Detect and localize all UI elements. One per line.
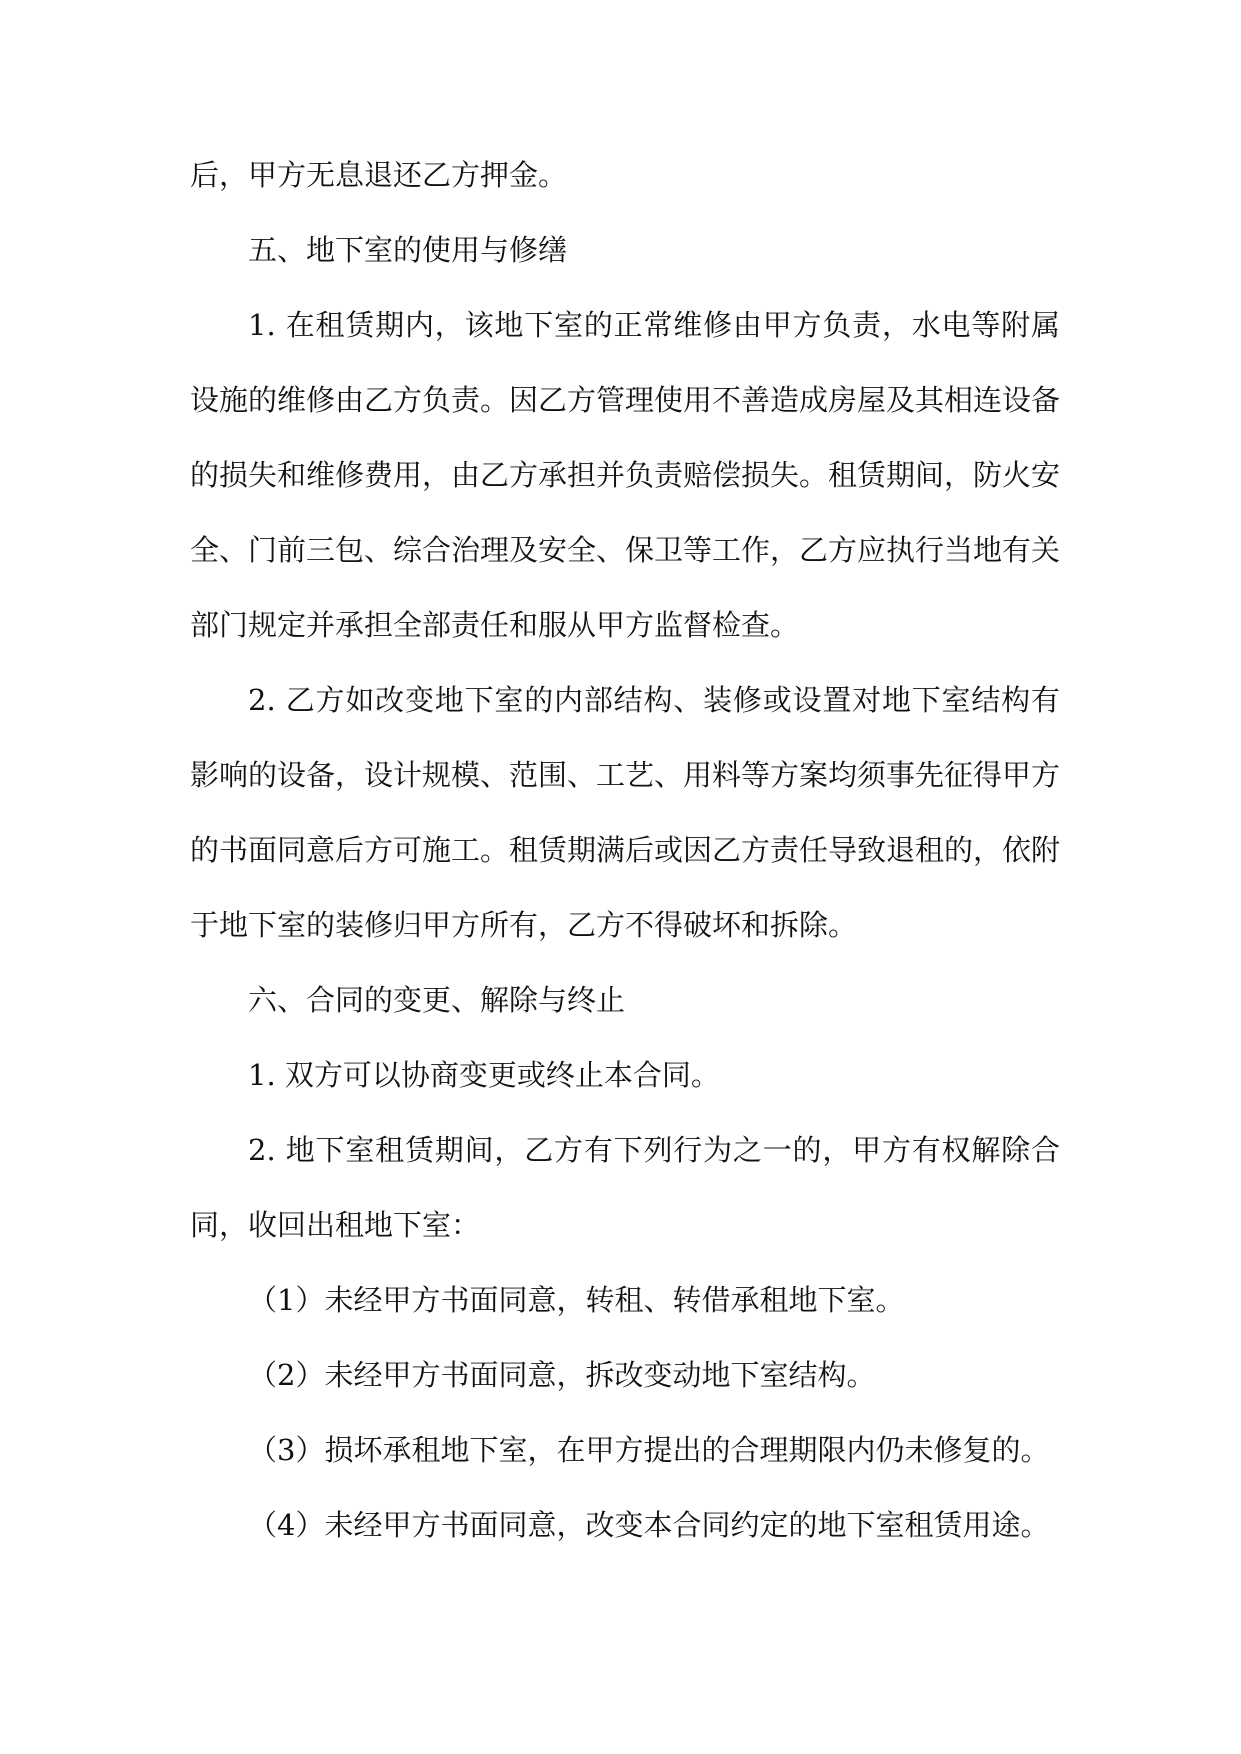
section-heading-six: 六、合同的变更、解除与终止	[248, 983, 626, 1017]
sub-item-1: （1）未经甲方书面同意，转租、转借承租地下室。	[248, 1283, 905, 1317]
sub-item-4: （4）未经甲方书面同意，改变本合同约定的地下室租赁用途。	[248, 1508, 1050, 1542]
paragraph-continuation: 后，甲方无息退还乙方押金。	[190, 158, 568, 192]
sub-item-3: （3）损坏承租地下室，在甲方提出的合理期限内仍未修复的。	[248, 1433, 1050, 1467]
clause-6-1: 1. 双方可以协商变更或终止本合同。	[248, 1058, 720, 1092]
document-body	[190, 138, 1060, 1563]
clause-5-1: 1. 在租赁期内，该地下室的正常维修由甲方负责，水电等附属设施的维修由乙方负责。因乙方管理使用不善造成房屋及其相连设备的损失和维修费用，由乙方承担并负责赔偿损失。租赁期间，防火安全、门前三包、综合治理及安全、保卫等工作，乙方应执行当地有关部门规定并承担全部责任和服从甲方监督检查。	[190, 308, 1061, 642]
clause-6-2: 2. 地下室租赁期间，乙方有下列行为之一的，甲方有权解除合同，收回出租地下室：	[190, 1133, 1060, 1242]
clause-5-2: 2. 乙方如改变地下室的内部结构、装修或设置对地下室结构有影响的设备，设计规模、范围、工艺、用料等方案均须事先征得甲方的书面同意后方可施工。租赁期满后或因乙方责任导致退租的，依附于地下室的装修归甲方所有，乙方不得破坏和拆除。	[190, 683, 1061, 942]
sub-item-2: （2）未经甲方书面同意，拆改变动地下室结构。	[248, 1358, 876, 1392]
section-heading-five: 五、地下室的使用与修缮	[248, 233, 568, 267]
